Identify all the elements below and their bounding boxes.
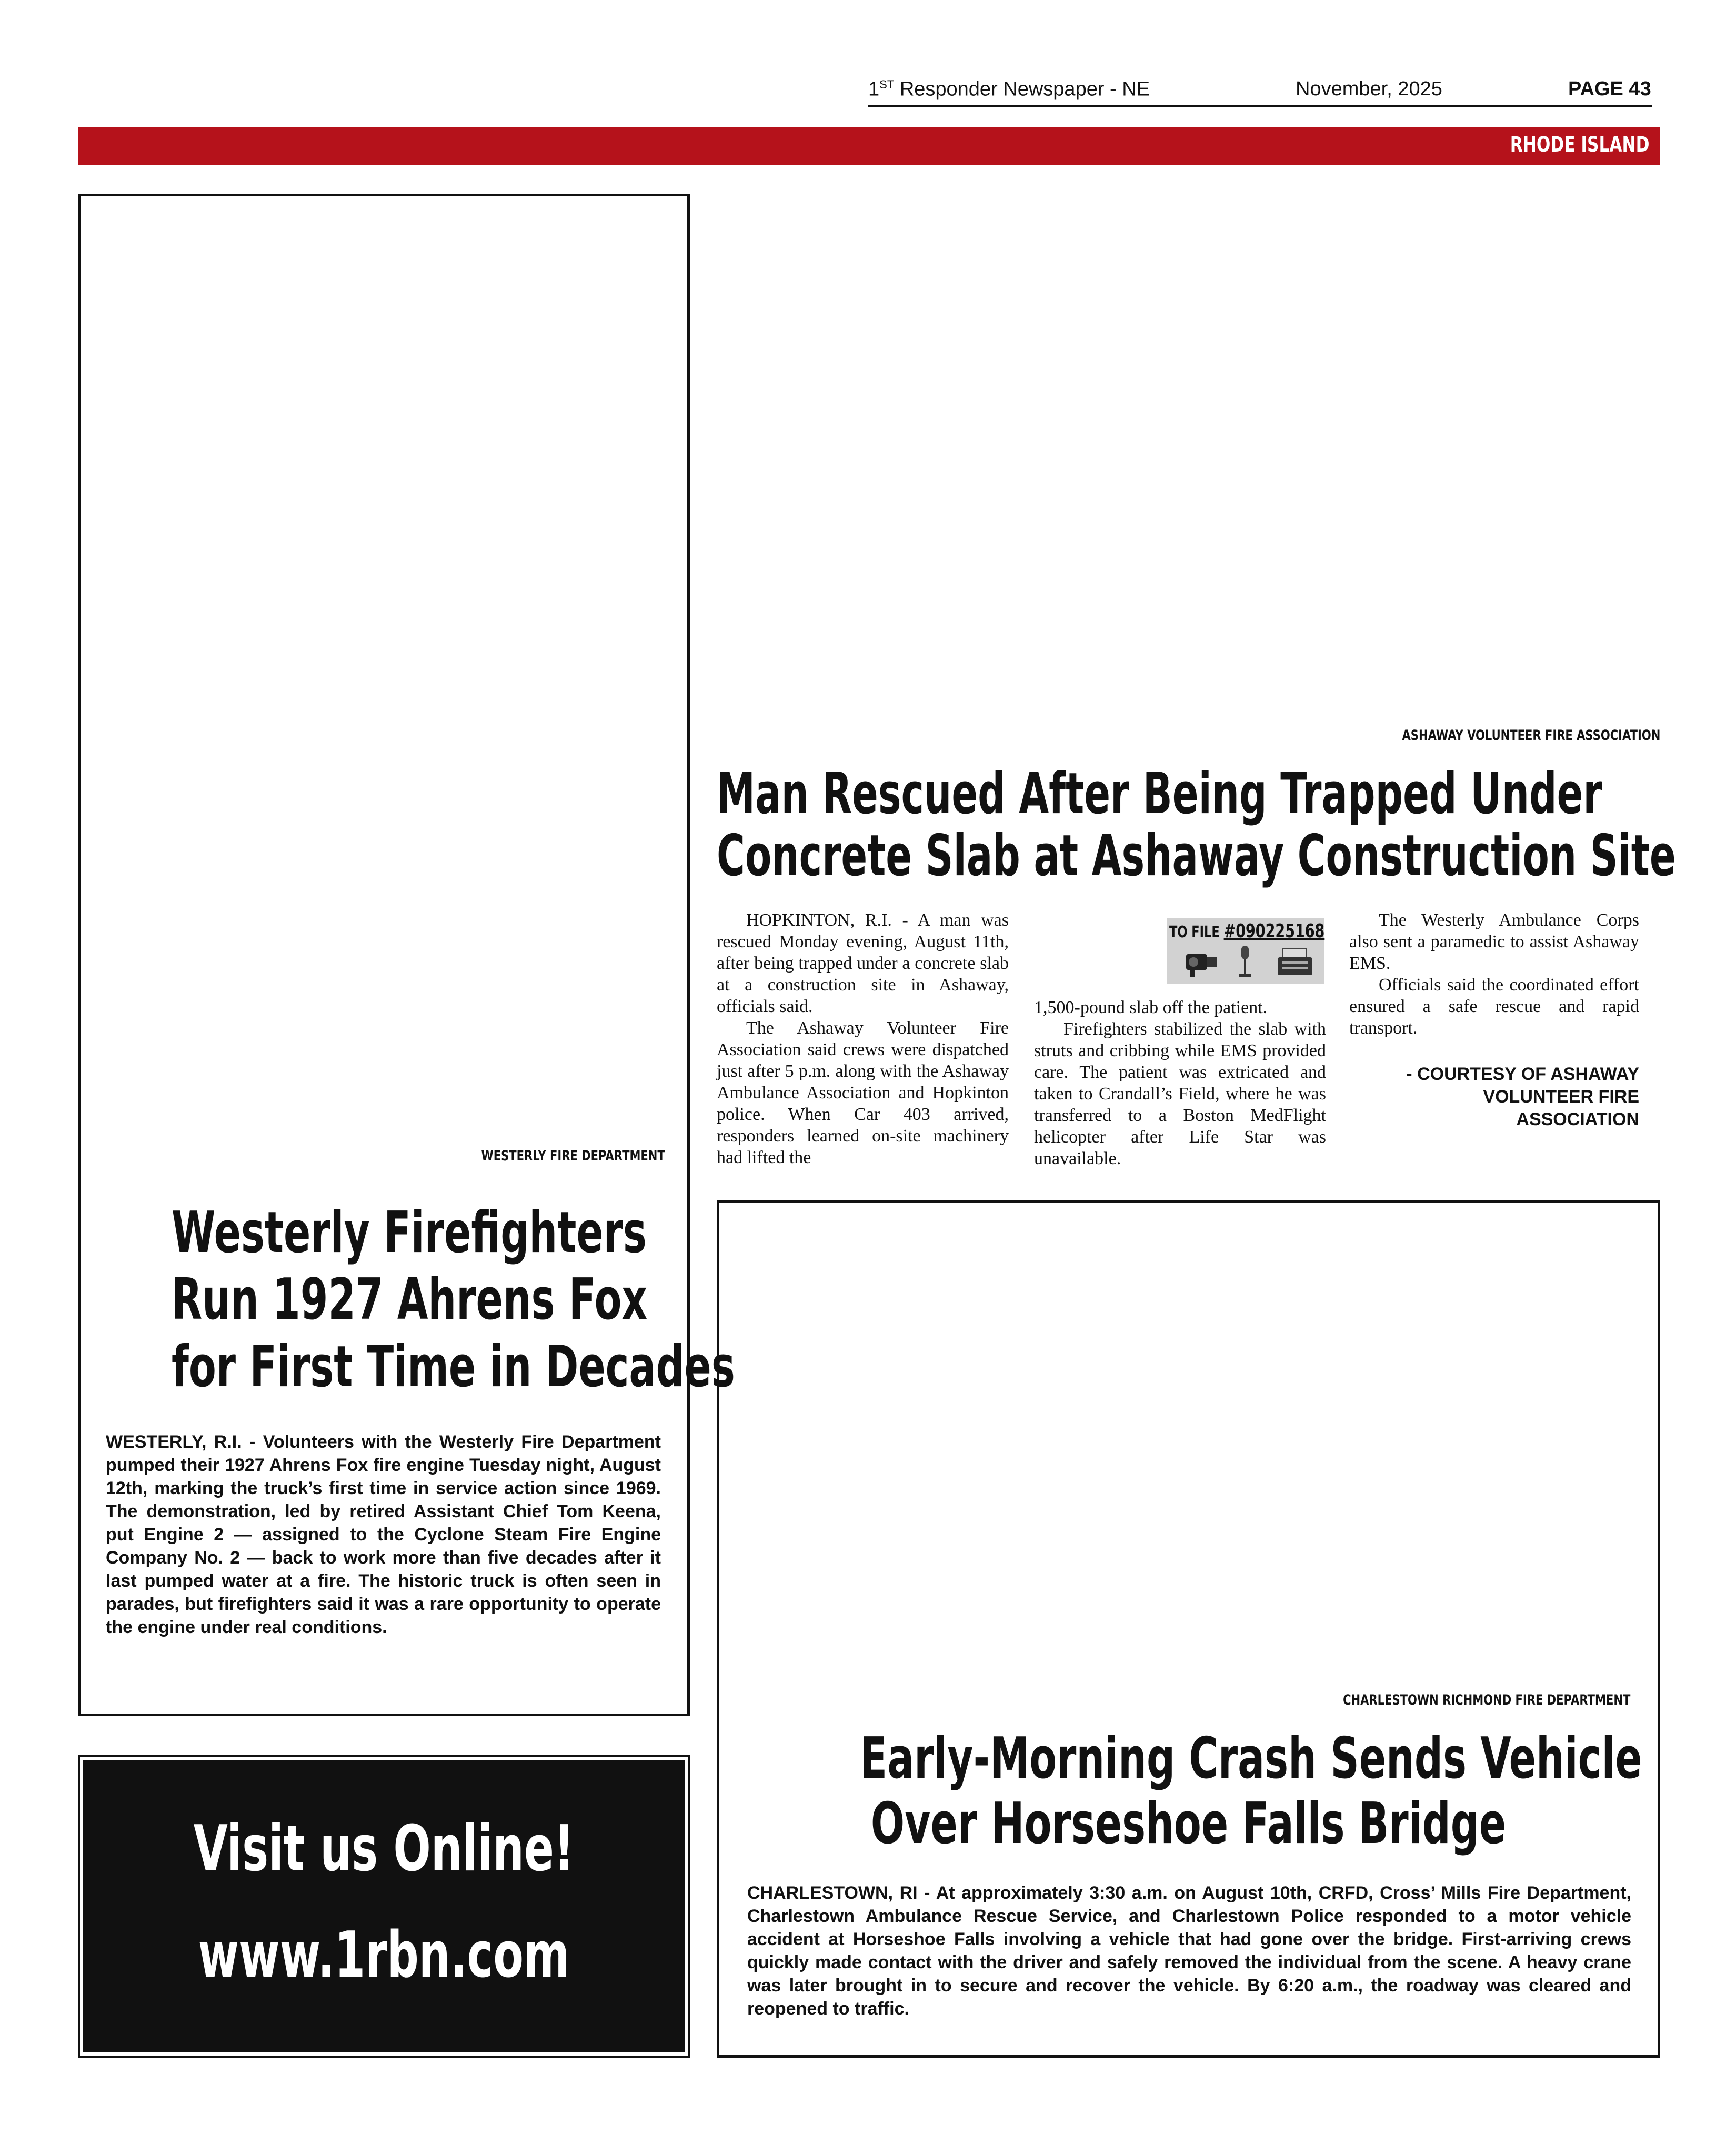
paragraph: 1,500-pound slab off the patient. [1034,998,1268,1017]
charlestown-photo-area [719,1203,1658,1676]
paragraph: HOPKINTON, R.I. - A man was rescued Monday evening, August 11th, after being trapped under a concrete slab at a construction site in Ashaway, officials said. [717,910,1009,1016]
section-label: RHODE ISLAND [1510,133,1650,157]
paragraph: The Ashaway Volunteer Fire Association said crews were dispatched just after 5 p.m. along with the Ashaway Ambulance Association and Hopkinton police. When Car 403 arrived, responders learned on-site machinery had lifted the [717,1018,1009,1167]
headline-line: Concrete Slab at Ashaway Construction Site [717,823,1676,889]
headline-line: for First Time in Decades [171,1334,735,1400]
photo-credit: ASHAWAY VOLUNTEER FIRE ASSOCIATION [1402,727,1660,744]
courtesy-line: VOLUNTEER FIRE [1483,1087,1639,1107]
photo-credit: WESTERLY FIRE DEPARTMENT [481,1148,665,1164]
publication-name: 1ST Responder Newspaper - NE [868,78,1150,101]
ashaway-courtesy [1349,1063,1639,1131]
headline-line: Over Horseshoe Falls Bridge [870,1791,1507,1857]
to-file-badge [1167,918,1324,984]
westerly-photo-area [81,196,687,1138]
westerly-headline [81,1199,735,1400]
charlestown-body: CHARLESTOWN, RI - At approximately 3:30 a.m. on August 10th, CRFD, Cross’ Mills Fire Department, Charlestown Ambulance Rescue Service, and Charlestown Police responded to a motor vehicle accident at Horseshoe Falls involving a vehicle that had gone over the bridge. First-arriving crews quickly made contact with the driver and safely removed the individual from the scene. A heavy crane was later brought in to secure and recover the vehicle. By 6:20 a.m., the roadway was cleared and reopened to traffic. [747,1883,1631,2019]
header-rule [868,105,1652,107]
page-number: PAGE 43 [1568,78,1651,100]
ashaway-photo-area [717,194,1660,720]
camcorder-icon [1184,947,1219,979]
ashaway-column-1 [717,909,1009,1168]
to-file-label: TO FILE [1169,923,1220,941]
ashaway-column-3 [1349,909,1639,1039]
headline-line: Westerly Firefighters [171,1200,647,1266]
headline-line: Run 1927 Ahrens Fox [171,1267,648,1333]
charlestown-headline [719,1726,1658,1857]
courtesy-line: ASSOCIATION [1516,1109,1639,1129]
headline-line: Man Rescued After Being Trapped Under [717,761,1602,827]
to-file-number: #090225168 [1223,920,1325,942]
paragraph: Officials said the coordinated effort ensured a safe rescue and rapid transport. [1349,975,1639,1038]
paragraph: Firefighters stabilized the slab with struts and cribbing while EMS provided care. The patient was extricated and taken to Crandall’s Field, where he was transferred to a Boston MedFlight helicopter after Life Star was unavailable. [1034,1019,1326,1168]
typewriter-icon [1276,947,1314,979]
ashaway-column-2 [1034,997,1326,1169]
promo-box [78,1755,690,2058]
photo-credit: CHARLESTOWN RICHMOND FIRE DEPARTMENT [1342,1692,1630,1708]
headline-line: Early-Morning Crash Sends Vehicle [860,1726,1642,1791]
westerly-body: WESTERLY, R.I. - Volunteers with the Westerly Fire Department pumped their 1927 Ahrens Fox fire engine Tuesday night, August 12th, marking the truck’s first time in service action since 1969. The demonstration, led by retired Assistant Chief Tom Keena, put Engine 2 — assigned to the Cyclone Steam Fire Engine Company No. 2 — back to work more than five decades after it last pumped water at a fire. The historic truck is often seen in parades, but firefighters said it was a rare opportunity to operate the engine under real conditions. [106,1432,661,1637]
courtesy-line: - COURTESY OF ASHAWAY [1406,1064,1639,1084]
promo-title: Visit us Online! [193,1812,575,1886]
westerly-article [78,194,735,1716]
paragraph: The Westerly Ambulance Corps also sent a paramedic to assist Ashaway EMS. [1349,910,1639,973]
charlestown-article [717,1200,1660,2058]
issue-date: November, 2025 [1296,78,1442,100]
promo-url[interactable]: www.1rbn.com [198,1919,570,1992]
section-bar [78,127,1660,165]
microphone-icon [1236,945,1255,980]
ashaway-headline [717,763,1676,887]
